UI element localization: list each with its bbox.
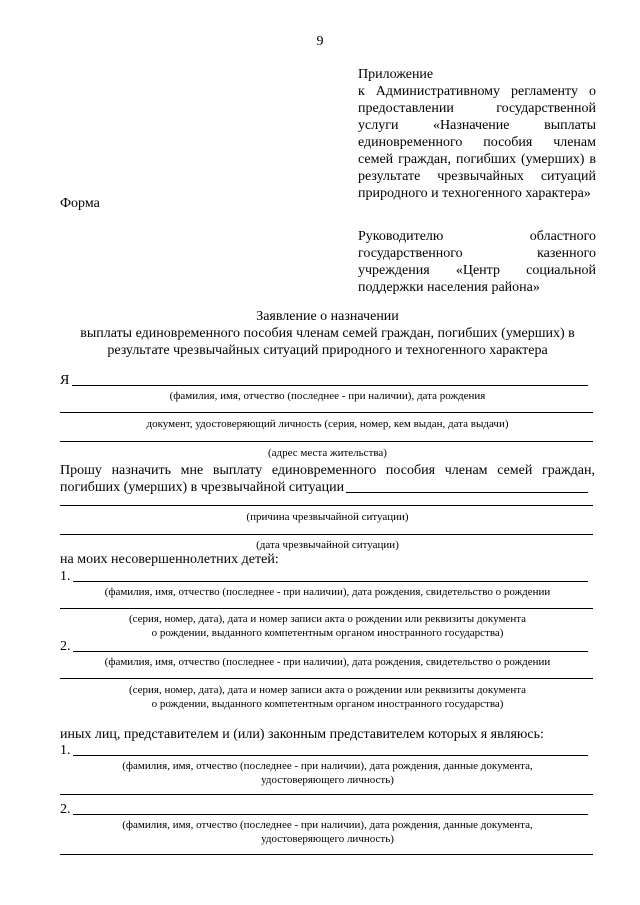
appendix-line-5: семей граждан, погибших (умерших) в <box>358 152 596 167</box>
child-2-hint-doc-2: о рождении, выданного компетентным органом иностранного государства) <box>151 698 504 710</box>
hint-reason: (причина чрезвычайной ситуации) <box>246 511 409 523</box>
person-1-number: 1. <box>60 743 71 758</box>
addressee-text <box>358 228 596 279</box>
child-1-hint-doc-2: о рождении, выданного компетентным органом иностранного государства) <box>151 627 504 639</box>
addressee-line-3: учреждения «Центр социальной <box>358 263 596 278</box>
ya-label: Я <box>60 373 70 388</box>
appendix-last-line: природного и техногенного характера» <box>358 186 591 201</box>
title-line-2: выплаты единовременного пособия членам семей граждан, погибших (умерших) в <box>80 326 575 341</box>
person-2-number: 2. <box>60 802 71 817</box>
person-2-hint-2: удостоверяющего личность) <box>261 833 394 845</box>
hint-document: документ, удостоверяющий личность (серия, номер, кем выдан, дата выдачи) <box>146 418 509 430</box>
person-2-extra-field[interactable] <box>60 854 593 855</box>
person-2-hint-1: (фамилия, имя, отчество (последнее - при наличии), дата рождения, данные документа, <box>122 819 533 831</box>
child-2-number: 2. <box>60 639 71 654</box>
person-1-extra-field[interactable] <box>60 794 593 795</box>
hint-address: (адрес места жительства) <box>268 447 387 459</box>
person-1-field[interactable] <box>73 755 588 756</box>
addressee-last-line: поддержки населения района» <box>358 280 540 295</box>
appendix-heading: Приложение <box>358 67 434 82</box>
appendix-line-1: к Административному регламенту о <box>358 84 596 99</box>
hint-date: (дата чрезвычайной ситуации) <box>256 539 399 551</box>
child-2-hint-fio: (фамилия, имя, отчество (последнее - при наличии), дата рождения, свидетельство о рождении <box>104 656 551 668</box>
appendix-block <box>358 66 596 202</box>
appendix-line-3: услуги «Назначение выплаты <box>358 118 596 133</box>
page-number: 9 <box>316 34 324 49</box>
child-2-document-field[interactable] <box>60 678 593 679</box>
emergency-situation-field[interactable] <box>346 492 588 493</box>
child-1-hint-fio: (фамилия, имя, отчество (последнее - при наличии), дата рождения, свидетельство о рождении <box>104 586 551 598</box>
addressee-block <box>358 228 596 296</box>
appendix-line-6: результате чрезвычайных ситуаций <box>358 169 596 184</box>
applicant-fio-field[interactable] <box>72 385 588 386</box>
applicant-document-field[interactable] <box>60 412 593 413</box>
form-label: Форма <box>60 196 100 211</box>
appendix-line-4: единовременного пособия членам <box>358 135 596 150</box>
addressee-line-2: государственного казенного <box>358 246 596 261</box>
request-line-2: погибших (умерших) в чрезвычайной ситуации <box>60 480 345 495</box>
title-line-1: Заявление о назначении <box>256 309 399 324</box>
person-2-field[interactable] <box>73 814 588 815</box>
appendix-line-2: предоставлении государственной <box>358 101 596 116</box>
application-title <box>60 308 595 359</box>
emergency-date-field[interactable] <box>60 534 593 535</box>
addressee-line-1: Руководителю областного <box>358 229 596 244</box>
appendix-text <box>358 83 596 185</box>
request-line-1: Прошу назначить мне выплату единовременного пособия членам семей граждан, <box>60 463 595 478</box>
person-1-hint-2: удостоверяющего личность) <box>261 774 394 786</box>
child-2-hint-doc-1: (серия, номер, дата), дата и номер записи акта о рождении или реквизиты документа <box>128 684 527 696</box>
child-1-number: 1. <box>60 569 71 584</box>
emergency-reason-field[interactable] <box>60 505 593 506</box>
child-1-document-field[interactable] <box>60 608 593 609</box>
child-2-fio-field[interactable] <box>73 651 588 652</box>
title-line-3: результате чрезвычайных ситуаций природного и техногенного характера <box>107 343 548 358</box>
person-1-hint-1: (фамилия, имя, отчество (последнее - при наличии), дата рождения, данные документа, <box>122 760 533 772</box>
hint-fio: (фамилия, имя, отчество (последнее - при наличии), дата рождения <box>169 390 486 402</box>
child-1-hint-doc-1: (серия, номер, дата), дата и номер записи акта о рождении или реквизиты документа <box>128 613 527 625</box>
other-persons-label: иных лиц, представителем и (или) законным представителем которых я являюсь: <box>60 727 544 742</box>
children-label: на моих несовершеннолетних детей: <box>60 552 279 567</box>
child-1-fio-field[interactable] <box>73 581 588 582</box>
applicant-address-field[interactable] <box>60 441 593 442</box>
